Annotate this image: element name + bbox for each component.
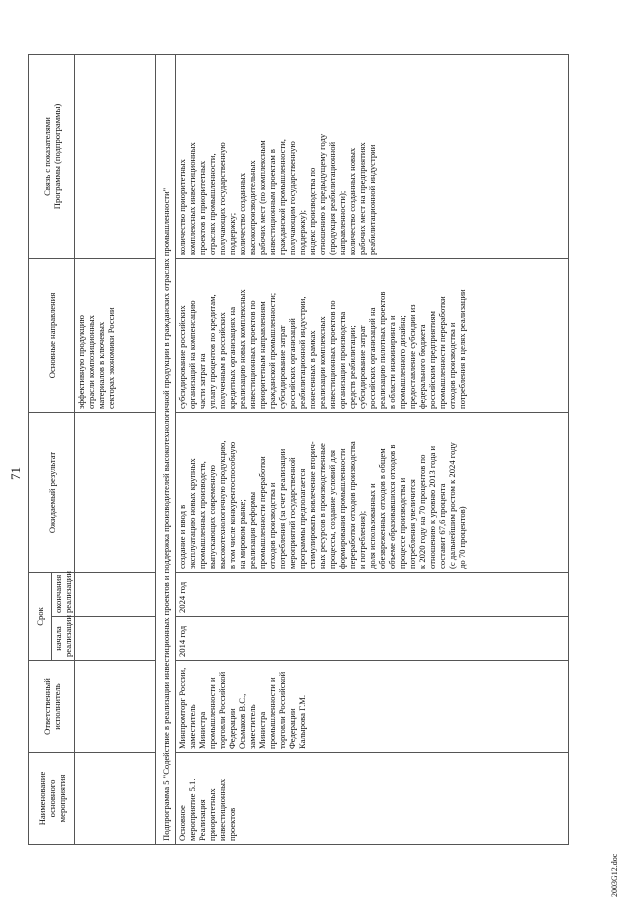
subprogram-title: Подпрограмма 5 "Содействие в реализации инвестиционных проектов и поддержка производителей высокотехнологичной продукции в гражданских отраслях промышленности" — [156, 54, 176, 844]
header-executor: Ответственный исполнитель — [29, 661, 75, 753]
header-measure: Наименование основного мероприятия — [29, 753, 75, 845]
table-row — [176, 54, 569, 844]
end-cell: 2024 год — [176, 572, 569, 616]
header-term: Срок — [29, 572, 52, 660]
measure-cell: Основное мероприятие 5.1. Реализация приоритетных инвестиционных проектов — [176, 753, 569, 845]
continuation-text: эффективную продукцию отрасли композиционных материалов в ключевых секторах экономики России — [75, 258, 156, 412]
header-start: начала реализации — [52, 617, 75, 661]
footer-filename: 2003G12.doc — [610, 853, 619, 897]
header-directions: Основные направления — [29, 258, 75, 412]
measures-table — [28, 54, 569, 845]
link-cell: количество приоритетных комплексных инвестиционных проектов в приоритетных отраслях промышленности, получающих государственную поддержку; количество созданных высокопроизводительных рабочих мест (по комплексным инвестиционным проектам в гражданской промышленности, получающим государственную поддержку); индекс производства по отношению к предыдущему году (продукция реабилитационной направленности); количество созданных новых рабочих мест на предприятиях реабилитационной индустрии — [176, 54, 569, 258]
start-cell: 2014 год — [176, 617, 569, 661]
subprogram-row — [156, 54, 176, 844]
continuation-row — [75, 54, 156, 844]
header-link: Связь с показателями Программы (подпрограммы) — [29, 54, 75, 258]
result-cell: создание и ввод в эксплуатацию новых крупных промышленных производств, выпускающих современную высокотехнологичную продукцию, в том числе конкурентоспособную на мировом рынке; реализация реформы промышленности переработки отходов производства и потребления (за счет реализации мероприятий государственной программы предполагается стимулировать вовлечение вторич- ных ресурсов в производственные процессы, создание условий для формирования промышленности переработки отходов производства и потребления); доля использованных и обезвреженных отходов в общем объеме образовавшихся отходов в процессе производства и потребления увеличится к 2020 году на 70 процентов по отношению к уровню 2013 года и составит 67,6 процента (с дальнейшим ростом к 2024 году до 70 процентов) — [176, 412, 569, 572]
directions-cell: субсидирование российских организаций на компенсацию части затрат на уплату процентов по кредитам, полученным в российских кредитных организациях на реализацию новых комплексных инвестиционных проектов по приоритетным направлениям гражданской промышленности; субсидирование затрат российских организаций реабилитационной индустрии, понесенных в рамках реализации комплексных инвестиционных проектов по организации производства средств реабилитации; субсидирование затрат российских организаций на реализацию пилотных проектов в области инжиниринга и промышленного дизайна; предоставление субсидии из федерального бюджета российским предприятиям промышленности переработки отходов производства и потребления в целях реализации — [176, 258, 569, 412]
header-end: окончания реализации — [52, 572, 75, 616]
executor-cell: Минпромторг России, заместитель Министра промышленности и торговли Российской Федерации Осьмаков В.С., заместитель Министра промышленности и торговли Российской Федерации Калырова Г.М. — [176, 661, 569, 753]
header-result: Ожидаемый результат — [29, 412, 75, 572]
page-number: 71 — [8, 467, 23, 480]
